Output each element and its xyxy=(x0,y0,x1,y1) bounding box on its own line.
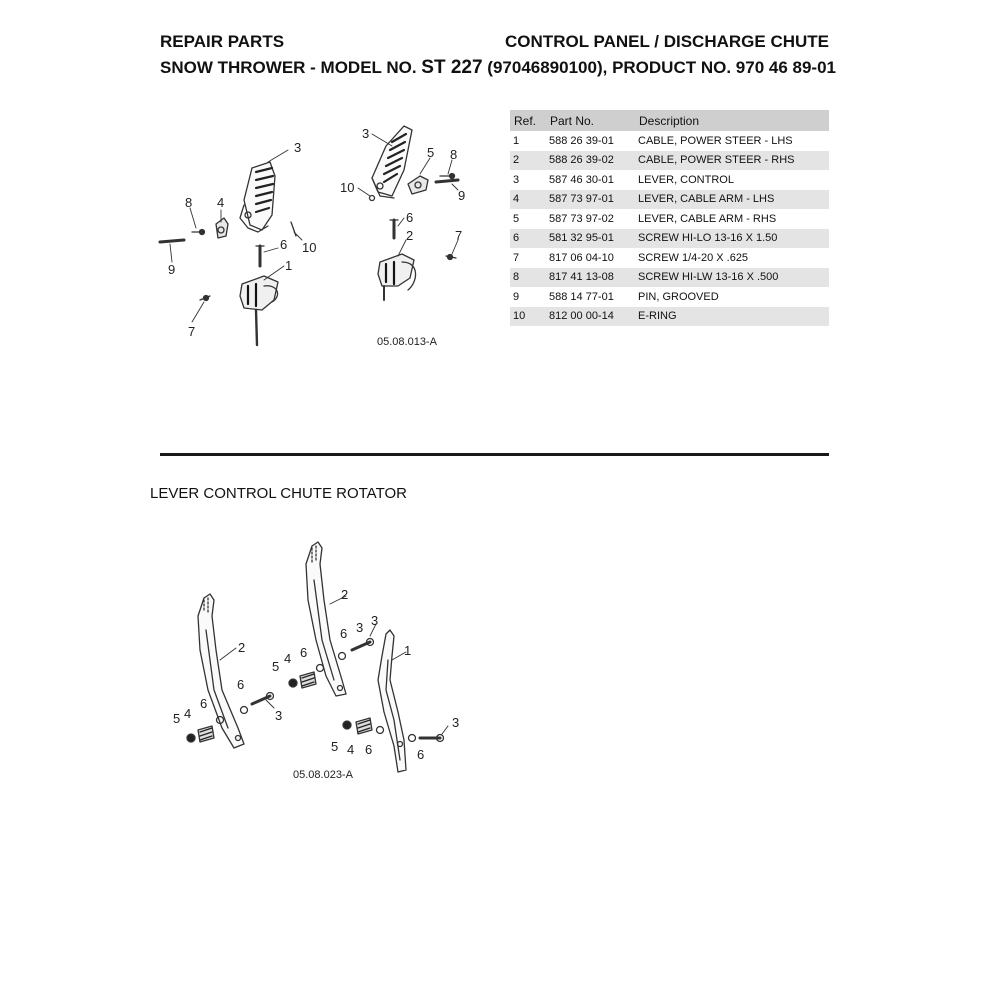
screw-illustration xyxy=(446,255,456,260)
col-header-description: Description xyxy=(635,110,829,131)
cell-description: E-RING xyxy=(635,307,829,327)
section-header-left: REPAIR PARTS xyxy=(160,32,285,51)
cell-part-no: 588 14 77-01 xyxy=(549,290,614,303)
callout-3: 3 xyxy=(371,613,379,628)
callout-6: 6 xyxy=(406,210,414,225)
callout-5: 5 xyxy=(173,711,181,726)
grooved-pin-illustration xyxy=(436,180,458,182)
cell-description: SCREW HI-LO 13-16 X 1.50 xyxy=(635,229,829,249)
screw-illustration xyxy=(440,174,455,179)
callout-5: 5 xyxy=(331,739,339,754)
cell-ref: 9 xyxy=(513,290,520,303)
callout-4: 4 xyxy=(284,651,292,666)
cell-part-no: 817 41 13-08 xyxy=(546,268,635,288)
callout-5: 5 xyxy=(272,659,280,674)
cell-ref: 2 xyxy=(510,151,546,171)
col-header-ref: Ref. xyxy=(510,110,546,131)
callout-4: 4 xyxy=(184,706,192,721)
subtitle-model: ST 227 xyxy=(421,57,483,78)
cell-ref: 7 xyxy=(513,251,520,264)
callout-4: 4 xyxy=(217,195,225,210)
cell-ref: 8 xyxy=(510,268,546,288)
callout-6: 6 xyxy=(200,696,208,711)
subtitle-suffix: (97046890100), PRODUCT NO. 970 46 89-01 xyxy=(487,58,836,77)
callout-10: 10 xyxy=(302,240,317,255)
callout-10: 10 xyxy=(340,180,355,195)
chute-lever-illustration xyxy=(378,630,406,772)
hi-lo-screw-illustration xyxy=(256,246,264,266)
cell-description: PIN, GROOVED xyxy=(638,290,719,303)
screw-illustration xyxy=(192,230,205,235)
cell-ref: 4 xyxy=(510,190,546,210)
callout-8: 8 xyxy=(185,195,193,210)
callout-6: 6 xyxy=(365,742,373,757)
cable-arm-illustration xyxy=(408,176,428,194)
cell-description: CABLE, POWER STEER - LHS xyxy=(638,134,793,147)
callout-2: 2 xyxy=(238,640,246,655)
e-ring-illustration xyxy=(291,222,296,236)
cell-ref: 6 xyxy=(510,229,546,249)
section-title-chute-rotator: LEVER CONTROL CHUTE ROTATOR xyxy=(150,485,407,502)
cell-ref: 5 xyxy=(513,212,520,225)
callout-4: 4 xyxy=(347,742,355,757)
callout-6: 6 xyxy=(340,626,348,641)
cell-part-no: 588 26 39-01 xyxy=(549,134,614,147)
callout-6: 6 xyxy=(417,747,425,762)
callout-2: 2 xyxy=(341,587,349,602)
screw-illustration xyxy=(200,296,210,301)
cell-part-no: 817 06 04-10 xyxy=(549,251,614,264)
callout-3: 3 xyxy=(452,715,460,730)
callout-9: 9 xyxy=(458,188,466,203)
callout-3: 3 xyxy=(275,708,283,723)
callout-9: 9 xyxy=(168,262,176,277)
cable-bracket-illustration xyxy=(240,276,278,345)
cell-description: LEVER, CABLE ARM - LHS xyxy=(635,190,829,210)
figure-id-top: 05.08.013-A xyxy=(377,336,437,348)
cell-part-no: 588 26 39-02 xyxy=(546,151,635,171)
callout-6: 6 xyxy=(237,677,245,692)
control-lever-illustration xyxy=(372,126,412,198)
chute-lever-illustration xyxy=(198,594,244,748)
cell-description: SCREW 1/4-20 X .625 xyxy=(638,251,749,264)
callout-5: 5 xyxy=(427,145,435,160)
cell-ref: 10 xyxy=(510,307,546,327)
callout-6: 6 xyxy=(280,237,288,252)
cell-part-no: 587 73 97-01 xyxy=(546,190,635,210)
cell-description: LEVER, CONTROL xyxy=(638,173,734,186)
cell-part-no: 587 73 97-02 xyxy=(549,212,614,225)
cell-description: CABLE, POWER STEER - RHS xyxy=(635,151,829,171)
cell-description: LEVER, CABLE ARM - RHS xyxy=(638,212,777,225)
callout-3: 3 xyxy=(294,140,302,155)
callout-3: 3 xyxy=(362,126,370,141)
col-header-part-no: Part No. xyxy=(546,110,635,131)
section-divider xyxy=(160,453,829,456)
section-header-right: CONTROL PANEL / DISCHARGE CHUTE xyxy=(505,32,829,51)
callout-leaders xyxy=(170,134,458,322)
callout-7: 7 xyxy=(188,324,196,339)
callout-8: 8 xyxy=(450,147,458,162)
hi-lo-screw-illustration xyxy=(390,220,398,238)
cell-part-no: 581 32 95-01 xyxy=(546,229,635,249)
callout-1: 1 xyxy=(285,258,293,273)
cell-description: SCREW HI-LW 13-16 X .500 xyxy=(635,268,829,288)
control-lever-illustration xyxy=(240,162,275,232)
cell-ref: 3 xyxy=(513,173,520,186)
callout-1: 1 xyxy=(404,643,412,658)
callout-2: 2 xyxy=(406,228,414,243)
figure-id-bottom: 05.08.023-A xyxy=(293,769,353,781)
cable-bracket-illustration xyxy=(378,254,416,300)
callout-7: 7 xyxy=(455,228,463,243)
subtitle-prefix: SNOW THROWER - MODEL NO. xyxy=(160,58,417,77)
cell-ref: 1 xyxy=(513,134,520,147)
callout-6: 6 xyxy=(300,645,308,660)
cable-arm-illustration xyxy=(216,218,228,238)
top-callout-labels xyxy=(168,126,465,339)
cell-part-no: 587 46 30-01 xyxy=(549,173,614,186)
callout-3: 3 xyxy=(356,620,364,635)
grooved-pin-illustration xyxy=(160,240,184,242)
cell-part-no: 812 00 00-14 xyxy=(546,307,635,327)
